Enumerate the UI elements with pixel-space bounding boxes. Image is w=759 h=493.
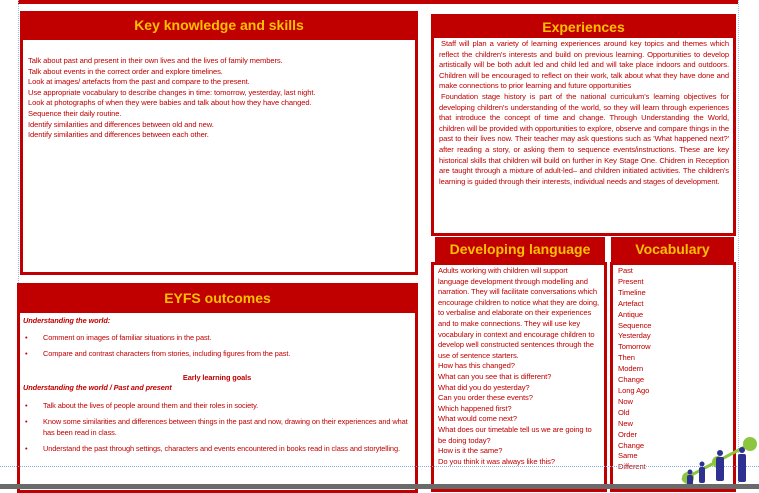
vocabulary-word: Change	[618, 440, 645, 450]
vocabulary-word: Antique	[618, 309, 644, 319]
bottom-bar	[0, 484, 759, 489]
top-bar	[18, 0, 738, 4]
vocabulary-word: Modern	[618, 364, 644, 374]
key-knowledge-box	[20, 40, 418, 275]
question: What would come next?	[438, 414, 517, 424]
vocabulary-word: Same	[618, 451, 638, 461]
vocabulary-word: Long Ago	[618, 385, 650, 395]
key-knowledge-title: Key knowledge and skills	[20, 11, 418, 40]
vocabulary-word: Timeline	[618, 287, 646, 297]
list-item: Talk about events in the correct order and explore timelines.	[28, 66, 223, 76]
guide-line	[0, 466, 759, 467]
vocabulary-word: Order	[618, 429, 637, 439]
paragraph: Adults working with children will support language development through modelling and narration. They will facilitate conversations which encourage children to notice what they are doing, to verbalise and elaborate on their experiences and to make connections. They will use key vocabulary in context and encourage children to develop well constructed sentences through the use of sentence starters.	[438, 266, 600, 360]
question: How is it the same?	[438, 446, 503, 456]
list-item: Look at images/ artefacts from the past and compare to the present.	[28, 77, 250, 87]
developing-language-title: Developing language	[435, 237, 605, 262]
question: What did you do yesterday?	[438, 382, 530, 392]
list-item: Look at photographs of when they were babies and talk about how they have changed.	[28, 98, 312, 108]
vocabulary-word: Present	[618, 276, 644, 286]
vocabulary-word: Artefact	[618, 298, 644, 308]
section-heading: Understanding the world:	[23, 316, 111, 325]
vocabulary-word: Past	[618, 266, 633, 275]
developing-language-box	[431, 262, 607, 492]
vocabulary-title: Vocabulary	[611, 237, 734, 262]
vocabulary-word: Now	[618, 396, 633, 406]
question: Can you order these events?	[438, 393, 533, 403]
list-item: Sequence their daily routine.	[28, 108, 122, 118]
paragraph: Staff will plan a variety of learning experiences around key topics and themes which reflect the children's interests and build on previous learning. Opportunities to develop artistically will be both adult led and child led and will take place indoors and outdoors. Children will be encouraged to reflect on their work, talk about what they have done and make connections to prior learning and future opportunities	[439, 39, 729, 91]
experiences-box	[431, 38, 736, 236]
question: What does our timetable tell us we are going to be doing today?	[438, 424, 592, 445]
question: What can you see that is different?	[438, 371, 552, 381]
section-heading: Understanding the world / Past and present	[23, 383, 172, 393]
vocabulary-word: Yesterday	[618, 331, 651, 341]
question: How has this changed?	[438, 361, 515, 371]
question: Do you think it was always like this?	[438, 456, 556, 466]
bullet-item: • Compare and contrast characters from stories, including figures from the past.	[23, 348, 411, 359]
bullet-item: • Talk about the lives of people around them and their roles in society.	[23, 400, 411, 411]
list-item: Identify similarities and differences between old and new.	[28, 119, 214, 129]
vocabulary-word: Then	[618, 353, 635, 363]
list-item: Identify similarities and differences between each other.	[28, 130, 209, 140]
bullet-item: • Comment on images of familiar situations in the past.	[23, 332, 411, 343]
vocabulary-word: Change	[618, 375, 645, 385]
vocabulary-word: Tomorrow	[618, 342, 651, 352]
experiences-title: Experiences	[431, 14, 736, 38]
vocabulary-word: Different	[618, 462, 646, 472]
vocabulary-word: Old	[618, 407, 630, 417]
elg-heading: Early learning goals	[182, 372, 252, 382]
list-item: Use appropriate vocabulary to describe changes in time: tomorrow, yesterday, last night.	[28, 87, 316, 97]
bullet-item: • Understand the past through settings, characters and events encountered in books read in class and storytelling.	[23, 443, 411, 454]
eyfs-title: EYFS outcomes	[17, 283, 418, 313]
list-item: Talk about past and present in their own lives and the lives of family members.	[28, 56, 283, 65]
paragraph: Foundation stage history is part of the national curriculum's learning objectives for developing children's understanding of the world, so they will learn through experiences that introduce the concept of time and change. Through Understanding the World, children will be provided with opportunities to explore, observe and compare things in the past to their lives now. Their teacher may ask questions such as 'What happened next?' after reading a story, or asking them to sequence events/instructions. These are key historical skills that children will build on further in Key Stage One. Chidren in Reception are taught through a mixture of adult-led– and children initiated activities. The children's learning is guided through their interests, individual needs and stages of development.	[439, 91, 729, 186]
question: Which happened first?	[438, 403, 512, 413]
guide-line	[738, 0, 739, 489]
growing-people-logo-icon	[678, 436, 759, 486]
vocabulary-word: New	[618, 418, 633, 428]
vocabulary-word: Sequence	[618, 320, 652, 330]
bullet-item: • Know some similarities and differences between things in the past and now, drawing on their experiences and what has been read in class.	[23, 416, 411, 438]
